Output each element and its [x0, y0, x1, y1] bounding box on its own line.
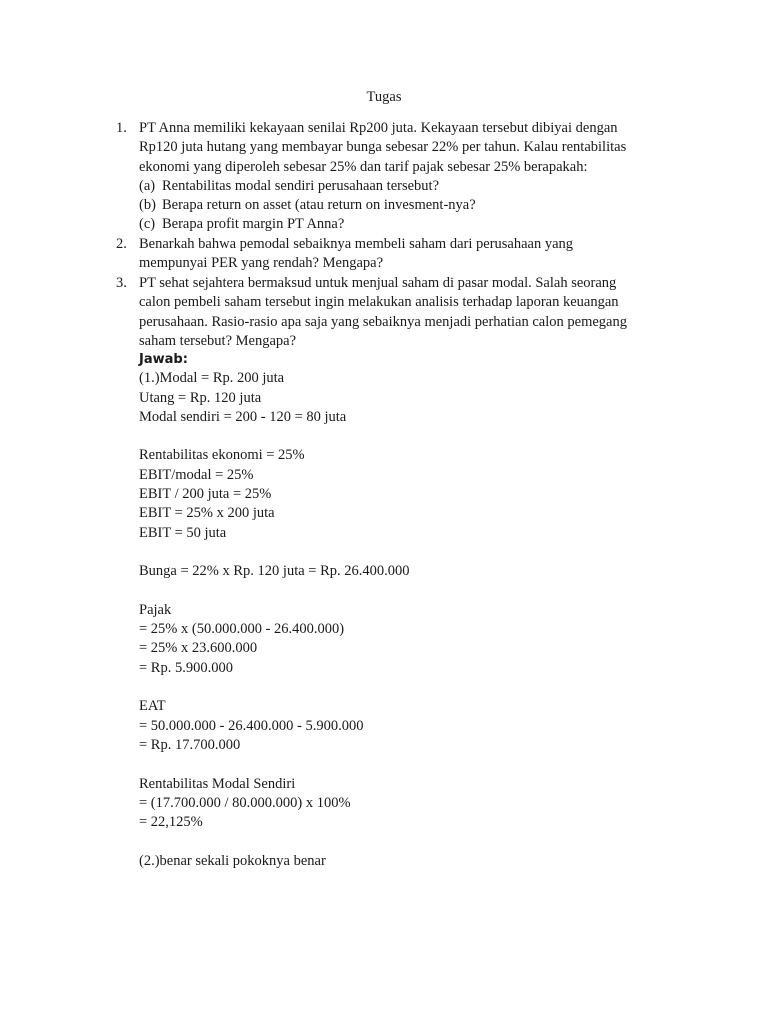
sub-question-b — [139, 196, 699, 215]
answer-line: = (17.700.000 / 80.000.000) x 100% — [139, 794, 351, 811]
question-text — [139, 274, 699, 351]
answer-line: Pajak — [139, 601, 172, 618]
blank-line — [139, 427, 699, 446]
answer-line: = 25% x 23.600.000 — [139, 640, 258, 657]
answer-line: = 22,125% — [139, 814, 203, 831]
question-number: 2. — [116, 236, 127, 252]
sub-question-text: Berapa return on asset (atau return on invesment-nya? — [162, 197, 476, 214]
sub-question-text: Berapa profit margin PT Anna? — [162, 216, 345, 233]
answer-line: Rentabilitas Modal Sendiri — [139, 775, 296, 792]
answer-line: (1.)Modal = Rp. 200 juta — [139, 370, 285, 387]
question-line: saham tersebut? Mengapa? — [139, 332, 297, 349]
answer-line: EBIT = 25% x 200 juta — [139, 505, 275, 522]
blank-line — [139, 582, 699, 601]
document-title: Tugas — [366, 89, 402, 105]
question-line: calon pembeli saham tersebut ingin melakukan analisis terhadap laporan keuangan — [139, 294, 619, 311]
question-text — [139, 119, 699, 235]
blank-line — [139, 755, 699, 774]
sub-question-marker: (a) — [139, 177, 156, 194]
question-line: PT Anna memiliki kekayaan senilai Rp200 juta. Kekayaan tersebut dibiyai dengan — [139, 120, 618, 136]
sub-question-text: Rentabilitas modal sendiri perusahaan tersebut? — [162, 177, 440, 194]
question-number: 1. — [116, 120, 127, 136]
answer-line: = Rp. 5.900.000 — [139, 659, 233, 676]
answer-line: EAT — [139, 698, 166, 715]
answer-line: = 50.000.000 - 26.400.000 - 5.900.000 — [139, 717, 364, 734]
blank-line — [139, 678, 699, 697]
answer-line: Utang = Rp. 120 juta — [139, 389, 262, 406]
answer-line: EBIT / 200 juta = 25% — [139, 486, 272, 503]
answer-line: Rentabilitas ekonomi = 25% — [139, 447, 305, 464]
question-line: Benarkah bahwa pemodal sebaiknya membeli saham dari perusahaan yang — [139, 236, 574, 252]
blank-line — [139, 543, 699, 562]
question-line: Rp120 juta hutang yang membayar bunga sebesar 22% per tahun. Kalau rentabilitas — [139, 139, 627, 156]
sub-question-a — [139, 177, 699, 196]
answer-line: Modal sendiri = 200 - 120 = 80 juta — [139, 408, 347, 425]
sub-question-marker: (c) — [139, 216, 156, 233]
answer-line: (2.)benar sekali pokoknya benar — [139, 852, 326, 869]
answer-line: = 25% x (50.000.000 - 26.400.000) — [139, 621, 345, 638]
question-text — [139, 235, 699, 274]
answer-line: EBIT/modal = 25% — [139, 466, 254, 483]
question-number: 3. — [116, 275, 127, 291]
sub-question-marker: (b) — [139, 197, 156, 214]
question-line: PT sehat sejahtera bermaksud untuk menjual saham di pasar modal. Salah seorang — [139, 275, 617, 291]
question-line: mempunyai PER yang rendah? Mengapa? — [139, 255, 384, 272]
sub-question-c — [139, 215, 699, 234]
answer-line: = Rp. 17.700.000 — [139, 736, 241, 753]
question-line: perusahaan. Rasio-rasio apa saja yang sebaiknya menjadi perhatian calon pemegang — [139, 313, 627, 330]
question-line: ekonomi yang diperoleh sebesar 25% dan tarif pajak sebesar 25% berapakah: — [139, 158, 588, 175]
answer-line: EBIT = 50 juta — [139, 524, 227, 541]
answer-section — [139, 350, 699, 871]
answer-heading: Jawab: — [139, 352, 188, 367]
answer-line: Bunga = 22% x Rp. 120 juta = Rp. 26.400.000 — [139, 563, 410, 580]
blank-line — [139, 832, 699, 851]
